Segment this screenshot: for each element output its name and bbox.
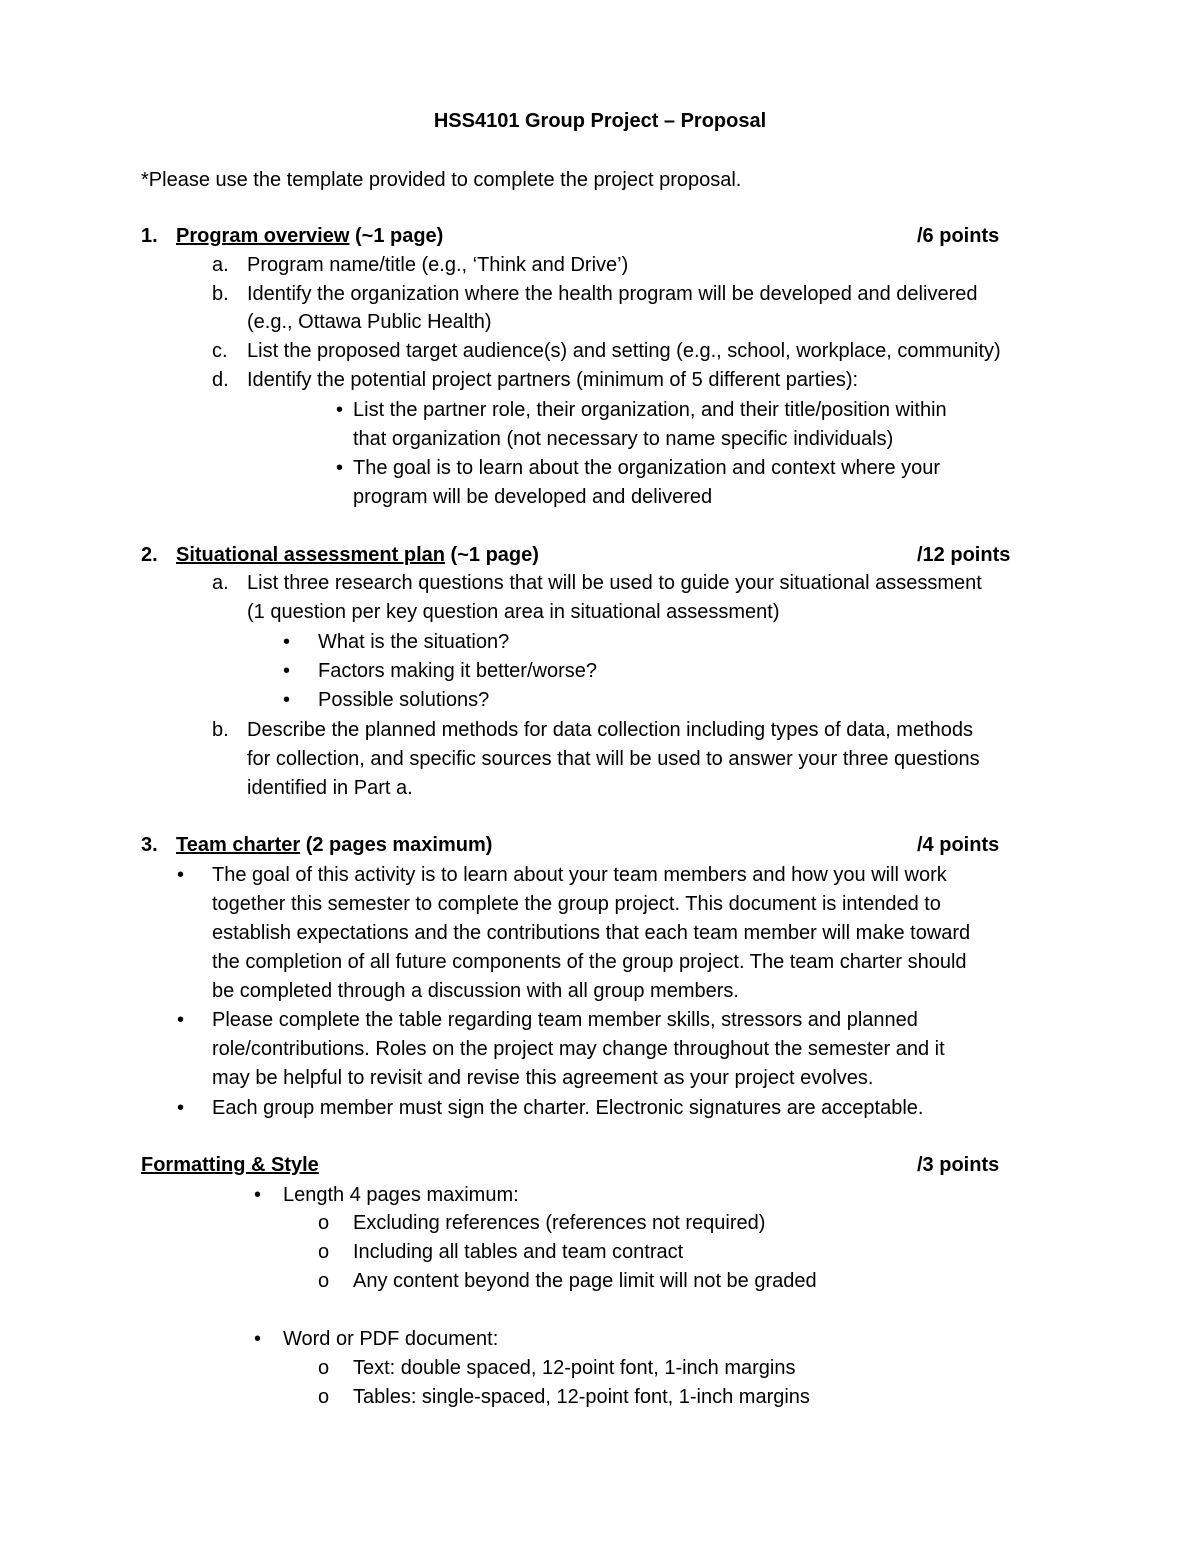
s1-item-a: Program name/title (e.g., ‘Think and Drive’) bbox=[247, 254, 629, 276]
circle-bullet-icon: o bbox=[318, 1357, 330, 1379]
page-title: HSS4101 Group Project – Proposal bbox=[433, 110, 767, 132]
s2-item-b-line2: for collection, and specific sources that will be used to answer your three questions bbox=[247, 748, 980, 770]
section-1-heading: Program overview bbox=[176, 225, 350, 247]
circle-bullet-icon: o bbox=[318, 1386, 330, 1408]
bullet-icon: • bbox=[177, 1009, 185, 1031]
s2-question-1: What is the situation? bbox=[318, 631, 510, 653]
s1-item-c: List the proposed target audience(s) and setting (e.g., school, workplace, community) bbox=[247, 340, 1001, 362]
fmt-length: Length 4 pages maximum: bbox=[283, 1184, 519, 1206]
fmt-length-3: Any content beyond the page limit will not be graded bbox=[353, 1270, 817, 1292]
section-2-heading: Situational assessment plan bbox=[176, 544, 445, 566]
bullet-icon: • bbox=[254, 1328, 262, 1350]
s1-item-a-label: a. bbox=[212, 254, 229, 276]
s3-p3: Each group member must sign the charter. Electronic signatures are acceptable. bbox=[212, 1097, 924, 1119]
section-3-points: /4 points bbox=[917, 834, 1000, 856]
s2-item-b-label: b. bbox=[212, 719, 229, 741]
s2-item-b-line1: Describe the planned methods for data collection including types of data, methods bbox=[247, 719, 973, 741]
bullet-icon: • bbox=[283, 631, 291, 653]
section-2-number: 2. bbox=[141, 544, 158, 566]
bullet-icon: • bbox=[336, 399, 344, 421]
section-1-number: 1. bbox=[141, 225, 158, 247]
s3-p2-line2: role/contributions. Roles on the project may change throughout the semester and it bbox=[212, 1038, 945, 1060]
s3-p2-line3: may be helpful to revisit and revise this agreement as your project evolves. bbox=[212, 1067, 874, 1089]
s1-item-d: Identify the potential project partners (minimum of 5 different parties): bbox=[247, 369, 859, 391]
section-1-heading-row bbox=[176, 224, 443, 248]
s3-p1-line4: the completion of all future components of the group project. The team charter should bbox=[212, 951, 967, 973]
s1-item-d-label: d. bbox=[212, 369, 229, 391]
section-2-note: (~1 page) bbox=[450, 544, 539, 566]
s1-d-bullet2-line1: The goal is to learn about the organization and context where your bbox=[353, 457, 941, 479]
circle-bullet-icon: o bbox=[318, 1270, 330, 1292]
section-2-heading-row bbox=[176, 543, 539, 567]
s1-item-b-line2: (e.g., Ottawa Public Health) bbox=[247, 311, 492, 333]
s3-p1-line5: be completed through a discussion with all group members. bbox=[212, 980, 739, 1002]
section-1-note: (~1 page) bbox=[354, 225, 444, 247]
s2-item-a-line1: List three research questions that will be used to guide your situational assessment bbox=[247, 572, 982, 594]
formatting-heading: Formatting & Style bbox=[141, 1154, 319, 1176]
s2-item-b-line3: identified in Part a. bbox=[247, 777, 413, 799]
section-3-note: (2 pages maximum) bbox=[305, 834, 493, 856]
s1-d-bullet2-line2: program will be developed and delivered bbox=[353, 486, 713, 508]
fmt-doc: Word or PDF document: bbox=[283, 1328, 499, 1350]
intro-note: *Please use the template provided to complete the project proposal. bbox=[141, 169, 742, 191]
section-3-heading-row bbox=[176, 833, 492, 857]
circle-bullet-icon: o bbox=[318, 1241, 330, 1263]
s1-item-b-line1: Identify the organization where the health program will be developed and delivered bbox=[247, 283, 978, 305]
s3-p1-line3: establish expectations and the contributions that each team member will make toward bbox=[212, 922, 971, 944]
s3-p2-line1: Please complete the table regarding team member skills, stressors and planned bbox=[212, 1009, 918, 1031]
fmt-doc-1: Text: double spaced, 12-point font, 1-inch margins bbox=[353, 1357, 796, 1379]
s2-item-a-line2: (1 question per key question area in situational assessment) bbox=[247, 601, 780, 623]
fmt-doc-2: Tables: single-spaced, 12-point font, 1-inch margins bbox=[353, 1386, 810, 1408]
s3-p1-line1: The goal of this activity is to learn about your team members and how you will work bbox=[212, 864, 947, 886]
bullet-icon: • bbox=[283, 660, 291, 682]
circle-bullet-icon: o bbox=[318, 1212, 330, 1234]
bullet-icon: • bbox=[254, 1184, 262, 1206]
section-3-number: 3. bbox=[141, 834, 158, 856]
s3-p1-line2: together this semester to complete the group project. This document is intended to bbox=[212, 893, 941, 915]
bullet-icon: • bbox=[283, 689, 291, 711]
section-2-points: /12 points bbox=[917, 544, 1011, 566]
s1-d-bullet1-line2: that organization (not necessary to name specific individuals) bbox=[353, 428, 894, 450]
s2-question-3: Possible solutions? bbox=[318, 689, 490, 711]
formatting-points: /3 points bbox=[917, 1154, 1000, 1176]
fmt-length-1: Excluding references (references not required) bbox=[353, 1212, 766, 1234]
bullet-icon: • bbox=[177, 864, 185, 886]
bullet-icon: • bbox=[177, 1097, 185, 1119]
s2-item-a-label: a. bbox=[212, 572, 229, 594]
s2-question-2: Factors making it better/worse? bbox=[318, 660, 597, 682]
s1-item-b-label: b. bbox=[212, 283, 229, 305]
fmt-length-2: Including all tables and team contract bbox=[353, 1241, 684, 1263]
section-3-heading: Team charter bbox=[176, 834, 301, 856]
s1-item-c-label: c. bbox=[212, 340, 228, 362]
section-1-points: /6 points bbox=[917, 225, 1000, 247]
bullet-icon: • bbox=[336, 457, 344, 479]
s1-d-bullet1-line1: List the partner role, their organization, and their title/position within bbox=[353, 399, 947, 421]
